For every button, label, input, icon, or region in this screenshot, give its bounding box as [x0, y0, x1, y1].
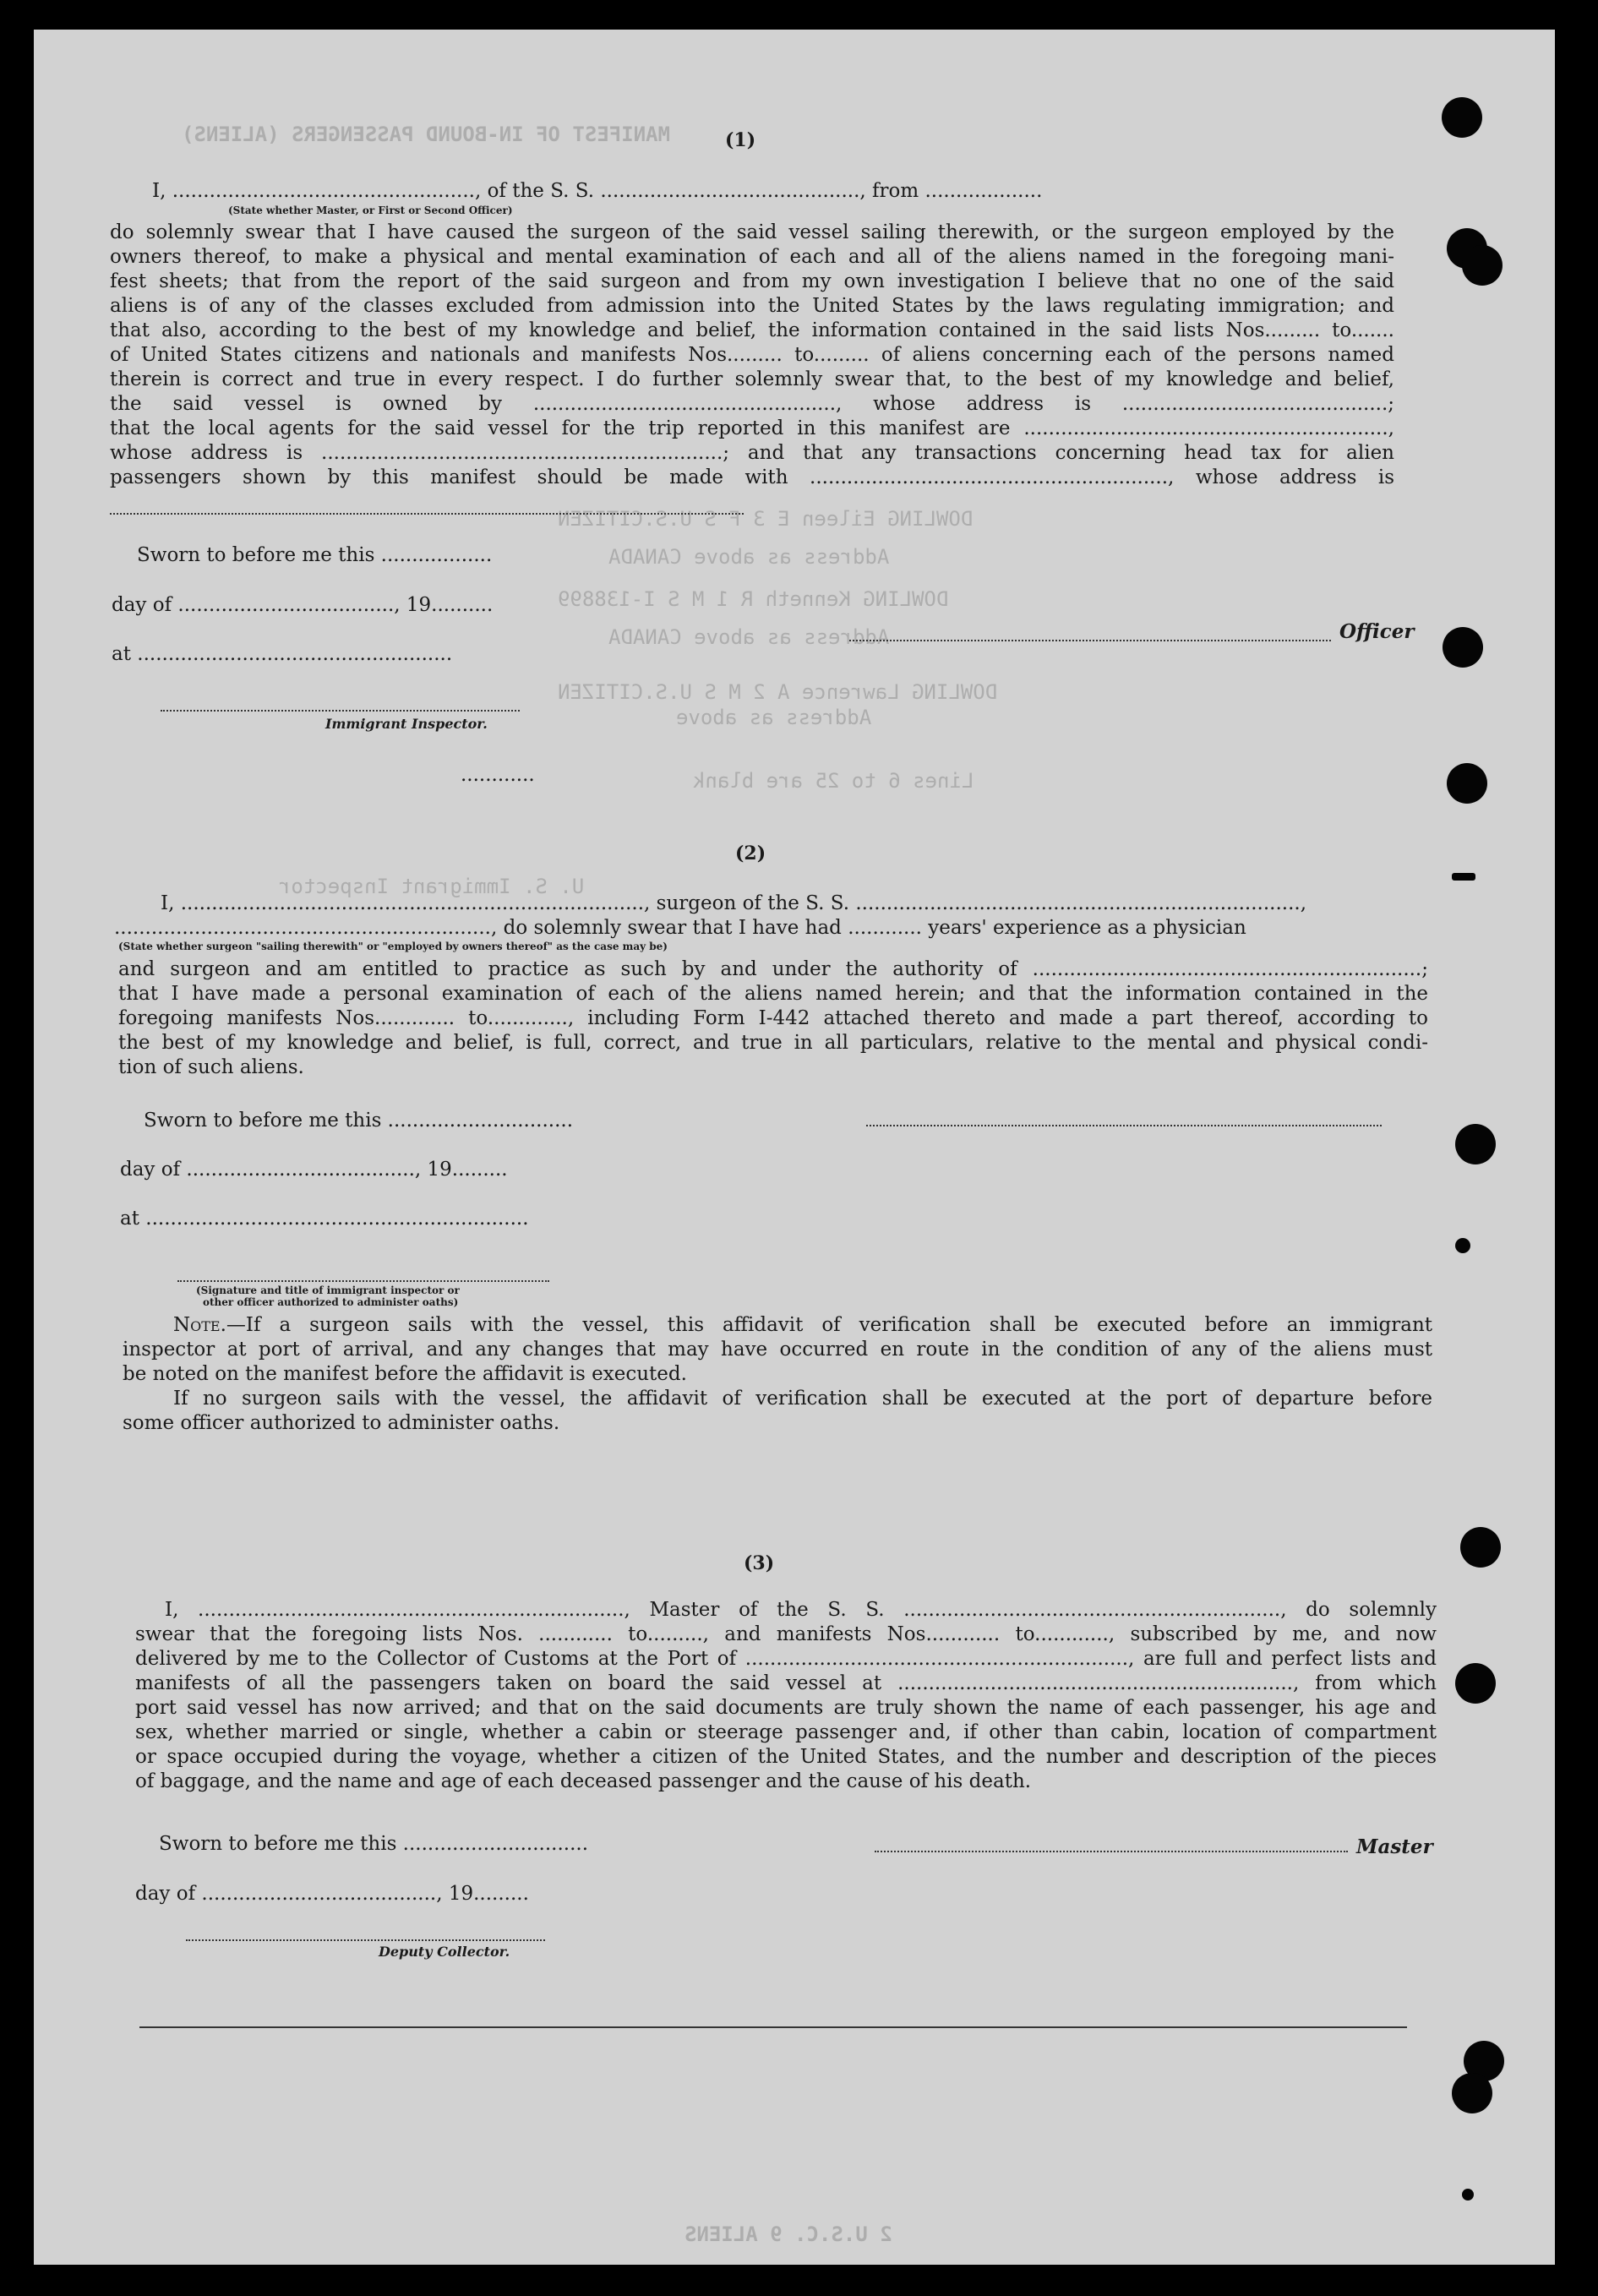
body-line: owners thereof, to make a physical and mental examination of each and all of the aliens named in the foregoing mani- [110, 246, 1394, 268]
note-line: inspector at port of arrival, and any changes that may have occurred en route in the condition of any of the aliens must [123, 1339, 1432, 1361]
bottom-rule [139, 2026, 1407, 2028]
section-1-body [110, 221, 1394, 490]
binder-hole [1455, 1124, 1496, 1164]
binder-hole [1462, 245, 1503, 286]
address-line [110, 513, 744, 515]
body-line: that the local agents for the said vessel for the trip reported in this manifest are ..........................................................., [110, 417, 1394, 439]
section-2-opening: I, ..........................................................................., surgeon of the S. S. ........................................................................, [161, 892, 1307, 914]
section-2-sworn: Sworn to before me this .............................. [144, 1110, 574, 1132]
binder-hole [1443, 627, 1483, 668]
immigrant-inspector-label: Immigrant Inspector. [325, 716, 488, 732]
bleed-title: MANIFEST OF IN-BOUND PASSENGERS (ALIENS) [182, 123, 670, 146]
section-1-sworn: Sworn to before me this .................. [137, 544, 493, 566]
section-2-number: (2) [735, 843, 766, 864]
body-line: and surgeon and am entitled to practice as such by and under the authority of ...............................................................; [118, 958, 1428, 980]
body-line: foregoing manifests Nos............. to............., including Form I-442 attached thereto and made a part thereof, according to [118, 1007, 1428, 1029]
inspector-signature-line [161, 710, 520, 712]
body-line: that I have made a personal examination of each of the aliens named herein; and that the information contained in the [118, 983, 1428, 1005]
section-2-note [123, 1313, 1432, 1436]
body-line: that also, according to the best of my knowledge and belief, the information contained in the said lists Nos......... to....... [110, 319, 1394, 341]
officer-signature-line [849, 640, 1331, 641]
section-1-number: (1) [725, 129, 756, 151]
body-line: sex, whether married or single, whether a cabin or steerage passenger and, if other than cabin, location of compartment [135, 1721, 1437, 1743]
bleed-inspector: U. S. Immigrant Inspector [279, 875, 585, 898]
note-text: —If a surgeon sails with the vessel, this affidavit of verification shall be executed before an immigrant [226, 1314, 1432, 1336]
bleed-row: DOWLING Kenneth R 1 M S I-138899 [558, 587, 949, 611]
binder-mark [1452, 873, 1475, 881]
body-line: the said vessel is owned by ................................................., whose address is ...........................................; [110, 393, 1394, 415]
section-1-opening-note: (State whether Master, or First or Second Officer) [228, 205, 513, 216]
section-3-body [135, 1598, 1437, 1794]
note-line: If no surgeon sails with the vessel, the affidavit of verification shall be executed at the port of departure before [173, 1388, 1432, 1410]
section-3-number: (3) [744, 1552, 775, 1574]
bleed-row: Address as above CANADA [608, 545, 890, 569]
binder-hole [1455, 1663, 1496, 1704]
signature-note-2: other officer authorized to administer oaths) [203, 1296, 459, 1308]
binder-hole [1452, 2073, 1492, 2113]
section-3-day: day of ......................................, 19......... [135, 1883, 529, 1905]
note-line: be noted on the manifest before the affidavit is executed. [123, 1363, 687, 1385]
section-2-line2-note: (State whether surgeon "sailing therewith" or "employed by owners thereof" as the case may be) [118, 941, 668, 952]
collector-signature-line [186, 1939, 545, 1941]
body-line: of United States citizens and nationals and manifests Nos......... to......... of aliens concerning each of the persons named [110, 344, 1394, 366]
section-2-signature-line [177, 1280, 549, 1282]
body-line: of baggage, and the name and age of each deceased passenger and the cause of his death. [135, 1770, 1032, 1792]
body-line: whose address is .................................................................; and that any transactions concerning head tax for alien [110, 442, 1394, 464]
bleed-row: Address as above [676, 706, 872, 729]
body-line: port said vessel has now arrived; and that on the said documents are truly shown the name of each passenger, his age and [135, 1697, 1437, 1719]
body-line: therein is correct and true in every respect. I do further solemnly swear that, to the best of my knowledge and belief, [110, 368, 1394, 390]
bleed-row: DOWLING Eileen E 3 F S U.S.CITIZEN [558, 507, 974, 531]
body-line: swear that the foregoing lists Nos. ............ to........., and manifests Nos............ to............, subscribed by me, and now [135, 1623, 1437, 1645]
deputy-collector-label: Deputy Collector. [379, 1944, 510, 1960]
note-label: Note. [173, 1314, 226, 1336]
body-line: fest sheets; that from the report of the said surgeon and from my own investigation I believe that no one of the said [110, 270, 1394, 292]
master-label: Master [1356, 1835, 1433, 1858]
bleed-lines-blank: Lines 6 to 25 are blank [693, 769, 974, 793]
section-1-day: day of ..................................., 19.......... [112, 594, 494, 616]
section-2-at: at .............................................................. [120, 1208, 529, 1230]
bleed-row: DOWLING Lawrence A 2 M S U.S.CITIZEN [558, 680, 998, 704]
section-2-line2: ............................................................., do solemnly swear that I have had ............ years' experience as a physician [114, 917, 1246, 939]
officer-label: Officer [1339, 620, 1415, 643]
body-line: the best of my knowledge and belief, is full, correct, and true in all particulars, relative to the mental and physical condi- [118, 1032, 1428, 1054]
section-2-day: day of ....................................., 19......... [120, 1159, 508, 1181]
section-1-opening: I, ................................................., of the S. S. .........................................., from ................... [152, 180, 1043, 202]
binder-hole [1447, 763, 1487, 804]
signature-note-1: (Signature and title of immigrant inspector or [196, 1284, 460, 1296]
body-line: or space occupied during the voyage, whether a citizen of the United States, and the number and description of the pieces [135, 1746, 1437, 1768]
master-signature-line [875, 1851, 1348, 1852]
section-1-dots: ............ [461, 764, 535, 786]
note-line: some officer authorized to administer oaths. [123, 1412, 560, 1434]
binder-hole [1460, 1527, 1501, 1568]
body-line: manifests of all the passengers taken on board the said vessel at ................................................................, from which [135, 1672, 1437, 1694]
section-3-sworn: Sworn to before me this .............................. [159, 1833, 589, 1855]
body-line: do solemnly swear that I have caused the surgeon of the said vessel sailing therewith, or the surgeon employed by the [110, 221, 1394, 243]
document-page [34, 30, 1555, 2265]
surgeon-signature-line [866, 1125, 1382, 1126]
section-1-at: at ................................................... [112, 643, 453, 665]
section-2-body [118, 957, 1428, 1080]
bleed-row: Address as above CANADA [608, 625, 890, 649]
body-line: tion of such aliens. [118, 1056, 304, 1078]
binder-mark [1462, 2189, 1474, 2201]
body-line: I, ....................................................................., Master of the S. S. ............................................................., do solemnly [165, 1599, 1437, 1621]
body-line: delivered by me to the Collector of Customs at the Port of .............................................................., are full and perfect lists and [135, 1648, 1437, 1670]
note-line [123, 1313, 1432, 1338]
binder-mark [1455, 1238, 1470, 1253]
bleed-bottom: 2 U.S.C. 9 ALIENS [684, 2222, 892, 2246]
binder-hole [1442, 97, 1482, 138]
body-line: aliens is of any of the classes excluded from admission into the United States by the laws regulating immigration; and [110, 295, 1394, 317]
body-line: passengers shown by this manifest should be made with .........................................................., whose address is [110, 466, 1394, 488]
